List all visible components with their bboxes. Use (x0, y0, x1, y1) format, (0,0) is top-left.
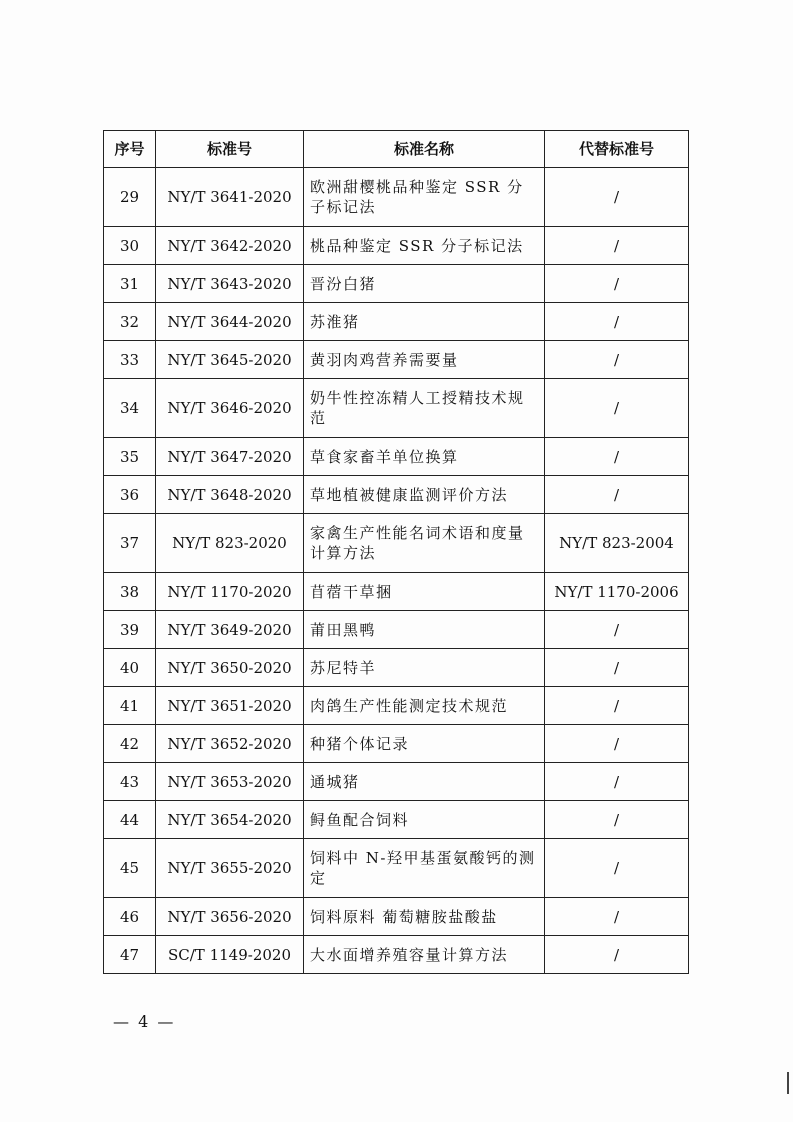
row-index-cell: 30 (104, 227, 156, 265)
row-standard-name-cell: 家禽生产性能名词术语和度量计算方法 (304, 514, 545, 573)
row-standard-name-cell: 晋汾白猪 (304, 265, 545, 303)
row-index-cell: 40 (104, 649, 156, 687)
row-replaced-standard-cell: / (545, 801, 689, 839)
row-index-cell: 42 (104, 725, 156, 763)
table-row (104, 379, 689, 438)
row-index-cell: 34 (104, 379, 156, 438)
row-standard-name-cell: 苏尼特羊 (304, 649, 545, 687)
row-standard-name-cell: 桃品种鉴定 SSR 分子标记法 (304, 227, 545, 265)
row-standard-name-cell: 通城猪 (304, 763, 545, 801)
row-index-cell: 41 (104, 687, 156, 725)
table-row (104, 514, 689, 573)
header-replaced-standard: 代替标准号 (545, 131, 689, 168)
table-row (104, 438, 689, 476)
row-standard-name-cell: 饲料中 N-羟甲基蛋氨酸钙的测定 (304, 839, 545, 898)
row-standard-name-cell: 莆田黑鸭 (304, 611, 545, 649)
row-standard-name-cell: 饲料原料 葡萄糖胺盐酸盐 (304, 898, 545, 936)
row-replaced-standard-cell: / (545, 303, 689, 341)
table-row (104, 801, 689, 839)
scan-edge-mark (787, 1072, 789, 1094)
table-header-row (104, 131, 689, 168)
row-index-cell: 35 (104, 438, 156, 476)
table-row (104, 227, 689, 265)
row-replaced-standard-cell: / (545, 936, 689, 974)
row-standard-name-cell: 苜蓿干草捆 (304, 573, 545, 611)
table-body (104, 168, 689, 974)
row-standard-code-cell: NY/T 3655-2020 (156, 839, 304, 898)
row-standard-code-cell: NY/T 3645-2020 (156, 341, 304, 379)
header-standard-code: 标准号 (156, 131, 304, 168)
table-row (104, 573, 689, 611)
row-standard-code-cell: NY/T 3652-2020 (156, 725, 304, 763)
table-row (104, 341, 689, 379)
row-standard-name-cell: 草食家畜羊单位换算 (304, 438, 545, 476)
row-standard-code-cell: NY/T 3643-2020 (156, 265, 304, 303)
row-standard-name-cell: 欧洲甜樱桃品种鉴定 SSR 分子标记法 (304, 168, 545, 227)
row-index-cell: 39 (104, 611, 156, 649)
table-row (104, 265, 689, 303)
row-replaced-standard-cell: / (545, 438, 689, 476)
header-standard-name: 标准名称 (304, 131, 545, 168)
table-row (104, 936, 689, 974)
row-standard-code-cell: NY/T 3653-2020 (156, 763, 304, 801)
table-row (104, 476, 689, 514)
row-standard-code-cell: NY/T 3650-2020 (156, 649, 304, 687)
table-row (104, 687, 689, 725)
table-row (104, 898, 689, 936)
header-index: 序号 (104, 131, 156, 168)
row-index-cell: 37 (104, 514, 156, 573)
row-standard-code-cell: NY/T 3648-2020 (156, 476, 304, 514)
row-index-cell: 36 (104, 476, 156, 514)
row-standard-code-cell: NY/T 3644-2020 (156, 303, 304, 341)
row-replaced-standard-cell: / (545, 611, 689, 649)
row-replaced-standard-cell: NY/T 823-2004 (545, 514, 689, 573)
row-index-cell: 47 (104, 936, 156, 974)
row-index-cell: 32 (104, 303, 156, 341)
row-standard-name-cell: 大水面增养殖容量计算方法 (304, 936, 545, 974)
table-row (104, 725, 689, 763)
row-standard-code-cell: NY/T 3641-2020 (156, 168, 304, 227)
table-row (104, 303, 689, 341)
row-replaced-standard-cell: / (545, 227, 689, 265)
row-standard-name-cell: 黄羽肉鸡营养需要量 (304, 341, 545, 379)
row-standard-name-cell: 奶牛性控冻精人工授精技术规范 (304, 379, 545, 438)
row-index-cell: 31 (104, 265, 156, 303)
row-standard-code-cell: NY/T 3651-2020 (156, 687, 304, 725)
row-index-cell: 38 (104, 573, 156, 611)
row-standard-code-cell: NY/T 3642-2020 (156, 227, 304, 265)
row-standard-code-cell: NY/T 3654-2020 (156, 801, 304, 839)
row-standard-code-cell: NY/T 3656-2020 (156, 898, 304, 936)
row-standard-name-cell: 草地植被健康监测评价方法 (304, 476, 545, 514)
row-standard-code-cell: NY/T 3647-2020 (156, 438, 304, 476)
row-standard-name-cell: 鲟鱼配合饲料 (304, 801, 545, 839)
table-row (104, 763, 689, 801)
table-row (104, 839, 689, 898)
row-standard-code-cell: NY/T 3646-2020 (156, 379, 304, 438)
row-replaced-standard-cell: / (545, 839, 689, 898)
table-row (104, 611, 689, 649)
table-row (104, 168, 689, 227)
row-standard-code-cell: NY/T 1170-2020 (156, 573, 304, 611)
row-replaced-standard-cell: / (545, 687, 689, 725)
row-replaced-standard-cell: / (545, 763, 689, 801)
row-replaced-standard-cell: NY/T 1170-2006 (545, 573, 689, 611)
row-replaced-standard-cell: / (545, 265, 689, 303)
row-standard-code-cell: NY/T 823-2020 (156, 514, 304, 573)
row-index-cell: 29 (104, 168, 156, 227)
row-index-cell: 43 (104, 763, 156, 801)
row-replaced-standard-cell: / (545, 898, 689, 936)
row-standard-name-cell: 种猪个体记录 (304, 725, 545, 763)
row-replaced-standard-cell: / (545, 649, 689, 687)
row-index-cell: 33 (104, 341, 156, 379)
row-standard-name-cell: 肉鸽生产性能测定技术规范 (304, 687, 545, 725)
row-standard-name-cell: 苏淮猪 (304, 303, 545, 341)
row-index-cell: 46 (104, 898, 156, 936)
row-replaced-standard-cell: / (545, 476, 689, 514)
table-row (104, 649, 689, 687)
row-replaced-standard-cell: / (545, 341, 689, 379)
row-replaced-standard-cell: / (545, 168, 689, 227)
row-replaced-standard-cell: / (545, 379, 689, 438)
row-standard-code-cell: NY/T 3649-2020 (156, 611, 304, 649)
row-standard-code-cell: SC/T 1149-2020 (156, 936, 304, 974)
standards-table (103, 130, 689, 974)
row-replaced-standard-cell: / (545, 725, 689, 763)
page-number: — 4 — (113, 1012, 176, 1031)
row-index-cell: 45 (104, 839, 156, 898)
row-index-cell: 44 (104, 801, 156, 839)
